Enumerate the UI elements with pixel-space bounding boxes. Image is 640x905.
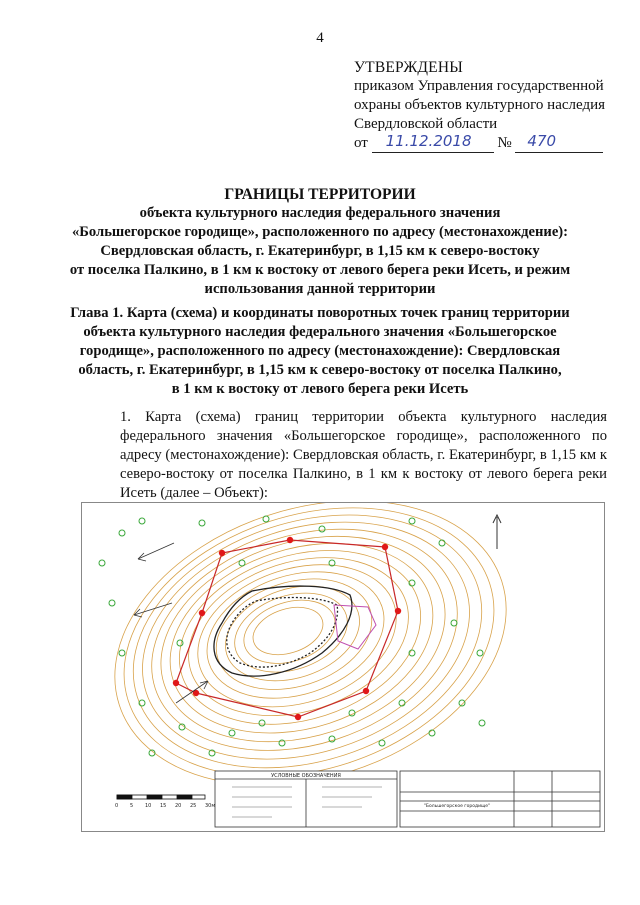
contour-line xyxy=(236,589,344,674)
tree-marker xyxy=(99,560,105,566)
contour-line xyxy=(112,503,501,799)
title-line: «Большегорское городище», расположенного по адресу (местонахождение): xyxy=(71,224,569,240)
tree-marker xyxy=(459,700,465,706)
tree-marker xyxy=(379,740,385,746)
approval-line: охраны объектов культурного наследия xyxy=(354,97,606,113)
scale-labels xyxy=(115,803,215,809)
tree-marker xyxy=(259,720,265,726)
approval-date-row xyxy=(354,134,634,156)
boundary-point xyxy=(395,608,401,614)
boundary-point xyxy=(219,550,225,556)
date-underline xyxy=(372,132,494,153)
page-number: 4 xyxy=(316,30,324,46)
tree-marker xyxy=(479,720,485,726)
approval-block xyxy=(354,58,634,156)
handwritten-date: 11.12.2018 xyxy=(385,132,472,150)
chapter-line: в 1 км к востоку от левого берега реки Исеть xyxy=(171,381,469,397)
contour-line xyxy=(213,570,372,697)
title-stamp xyxy=(400,771,600,827)
handwritten-number: 470 xyxy=(527,132,557,150)
boundary-point xyxy=(173,680,179,686)
boundary-point xyxy=(199,610,205,616)
road-arrows xyxy=(134,543,208,703)
tree-marker xyxy=(439,540,445,546)
tree-marker xyxy=(109,600,115,606)
tree-marker xyxy=(177,640,183,646)
chapter-heading xyxy=(70,304,570,399)
legend-title: УСЛОВНЫЕ ОБОЗНАЧЕНИЯ xyxy=(271,773,341,779)
scale-tick-label: 25 xyxy=(190,803,197,809)
contour-line xyxy=(202,560,386,708)
number-label: № xyxy=(497,135,512,151)
tree-marker xyxy=(119,650,125,656)
approval-heading: УТВЕРЖДЕНЫ xyxy=(354,59,463,76)
contour-line xyxy=(168,531,429,743)
rampart-lines xyxy=(214,586,352,676)
document-title xyxy=(60,185,580,299)
scale-tick-label: 20 xyxy=(175,803,182,809)
chapter-line: Глава 1. Карта (схема) и координаты поворотных точек границ территории xyxy=(70,305,570,321)
scale-tick-label: 5 xyxy=(130,803,134,809)
tree-marker xyxy=(477,650,483,656)
boundary-point xyxy=(295,714,301,720)
chapter-line: объекта культурного наследия федерального значения «Большегорское xyxy=(83,324,557,340)
title-line: использования данной территории xyxy=(204,281,436,297)
tree-marker xyxy=(119,530,125,536)
legend-box xyxy=(215,771,397,827)
tree-marker xyxy=(229,730,235,736)
stamp-title: "Большегорское городище" xyxy=(423,804,491,809)
boundary-point xyxy=(363,688,369,694)
tree-marker xyxy=(139,518,145,524)
scale-bar xyxy=(117,795,205,799)
territory-map xyxy=(81,502,605,832)
tree-marker xyxy=(263,516,269,522)
number-underline xyxy=(515,132,603,153)
title-line: от поселка Палкино, в 1 км к востоку от левого берега реки Исеть, и режим xyxy=(69,262,571,278)
contour-line xyxy=(134,503,472,776)
tree-marker xyxy=(409,518,415,524)
title-line: объекта культурного наследия федерального значения xyxy=(139,205,501,221)
chapter-line: область, г. Екатеринбург, в 1,15 км к северо-востоку от поселка Палкино, xyxy=(78,362,562,378)
north-arrow xyxy=(493,515,501,549)
title-line: Свердловская область, г. Екатеринбург, в 1,15 км к северо-востоку xyxy=(100,243,540,259)
from-label: от xyxy=(354,135,368,151)
tree-marker xyxy=(399,700,405,706)
body-paragraph xyxy=(80,408,607,503)
contour-line xyxy=(247,599,329,663)
chapter-line: городище», расположенного по адресу (местонахождение): Свердловская xyxy=(79,343,561,359)
tree-marker xyxy=(239,560,245,566)
approval-line: Свердловской области xyxy=(354,116,498,132)
boundary-point xyxy=(382,544,388,550)
title-main: ГРАНИЦЫ ТЕРРИТОРИИ xyxy=(224,186,416,203)
contour-line xyxy=(179,541,414,731)
map-drawing xyxy=(82,503,604,831)
terrain-feature xyxy=(334,605,376,649)
tree-marker xyxy=(319,526,325,532)
approval-line: приказом Управления государственной xyxy=(354,78,604,94)
scale-tick-label: 0 xyxy=(115,803,119,809)
paragraph-text: 1. Карта (схема) границ территории объекта культурного наследия федерального значения «Большегорское городище», расположенного по адресу (местонахождение): Свердловская область, г. Екатеринбург, в 1,15 км к северо-востоку от поселка Палкино, в 1 км к востоку от левого берега реки Исеть (далее – Объект): xyxy=(120,409,607,501)
boundary-point xyxy=(287,537,293,543)
scale-tick-label: 10 xyxy=(145,803,152,809)
tree-marker xyxy=(451,620,457,626)
scale-tick-label: 15 xyxy=(160,803,167,809)
scale-tick-label: 30м xyxy=(205,803,216,809)
tree-markers xyxy=(99,516,485,756)
tree-marker xyxy=(199,520,205,526)
